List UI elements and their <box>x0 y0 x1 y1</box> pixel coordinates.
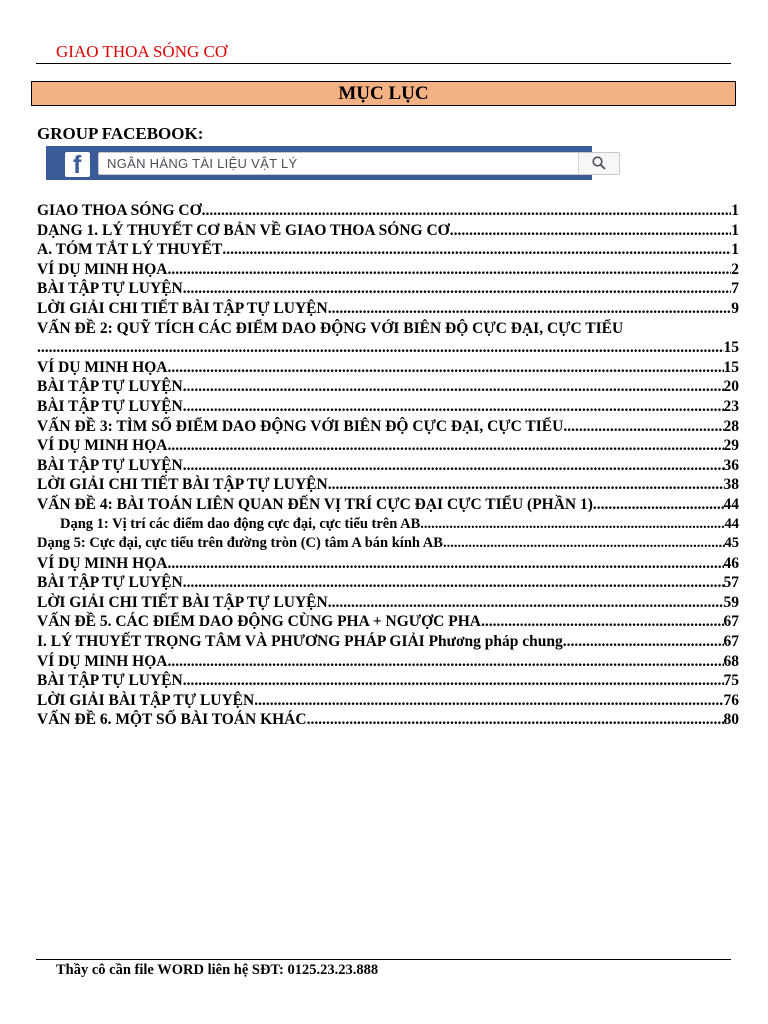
facebook-group-banner[interactable] <box>46 146 592 180</box>
toc-entry[interactable]: VẤN ĐỀ 4: BÀI TOÁN LIÊN QUAN ĐẾN VỊ TRÍ CỰC ĐẠI CỰC TIỂU (PHẦN 1) ..... 44 <box>37 495 739 515</box>
toc-entry[interactable]: VÍ DỤ MINH HỌA ..... 29 <box>37 436 739 456</box>
toc-entry[interactable]: I. LÝ THUYẾT TRỌNG TÂM VÀ PHƯƠNG PHÁP GIẢI Phương pháp chung ..... 67 <box>37 632 739 652</box>
toc-entry[interactable]: VẤN ĐỀ 6. MỘT SỐ BÀI TOÁN KHÁC ..... 80 <box>37 710 739 730</box>
toc-entry[interactable]: VÍ DỤ MINH HỌA ..... 68 <box>37 652 739 672</box>
facebook-search-text: NGÂN HÀNG TÀI LIỆU VẬT LÝ <box>107 156 298 171</box>
header-title: GIAO THOA SÓNG CƠ <box>56 42 228 61</box>
search-button[interactable] <box>578 153 619 174</box>
footer-divider <box>36 959 731 960</box>
toc-entry-continuation: ..... 15 <box>37 338 739 358</box>
table-of-contents <box>37 201 739 730</box>
footer-contact: Thầy cô cần file WORD liên hệ SĐT: 0125.23.23.888 <box>56 962 379 978</box>
toc-entry[interactable]: VẤN ĐỀ 3: TÌM SỐ ĐIỂM DAO ĐỘNG VỚI BIÊN ĐỘ CỰC ĐẠI, CỰC TIỂU ..... 28 <box>37 417 739 437</box>
toc-entry[interactable]: VẤN ĐỀ 5. CÁC ĐIỂM DAO ĐỘNG CÙNG PHA + NGƯỢC PHA ..... 67 <box>37 612 739 632</box>
toc-entry[interactable]: LỜI GIẢI CHI TIẾT BÀI TẬP TỰ LUYỆN ..... 59 <box>37 593 739 613</box>
facebook-icon <box>65 152 90 177</box>
toc-entry[interactable]: Dạng 1: Vị trí các điểm dao động cực đại, cực tiểu trên AB ..... 44 <box>37 515 739 535</box>
toc-banner: MỤC LỤC <box>31 81 736 106</box>
toc-entry[interactable]: GIAO THOA SÓNG CƠ ..... 1 <box>37 201 739 221</box>
toc-entry[interactable]: A. TÓM TẮT LÝ THUYẾT ..... 1 <box>37 240 739 260</box>
toc-entry[interactable]: LỜI GIẢI BÀI TẬP TỰ LUYỆN ..... 76 <box>37 691 739 711</box>
search-icon <box>592 156 606 170</box>
toc-entry[interactable]: BÀI TẬP TỰ LUYỆN ..... 36 <box>37 456 739 476</box>
header-divider <box>36 63 731 64</box>
facebook-logo-letter: f <box>73 151 82 179</box>
facebook-search-box[interactable] <box>98 152 620 175</box>
group-label: GROUP FACEBOOK: <box>37 124 204 143</box>
toc-entry[interactable]: BÀI TẬP TỰ LUYỆN ..... 20 <box>37 377 739 397</box>
toc-entry[interactable]: DẠNG 1. LÝ THUYẾT CƠ BẢN VỀ GIAO THOA SÓNG CƠ ..... 1 <box>37 221 739 241</box>
toc-entry[interactable]: BÀI TẬP TỰ LUYỆN ..... 57 <box>37 573 739 593</box>
toc-entry[interactable]: LỜI GIẢI CHI TIẾT BÀI TẬP TỰ LUYỆN ..... 38 <box>37 475 739 495</box>
toc-entry[interactable]: BÀI TẬP TỰ LUYỆN ..... 23 <box>37 397 739 417</box>
toc-entry[interactable]: VÍ DỤ MINH HỌA ..... 46 <box>37 554 739 574</box>
toc-entry[interactable]: BÀI TẬP TỰ LUYỆN ..... 7 <box>37 279 739 299</box>
toc-entry[interactable]: VÍ DỤ MINH HỌA ..... 15 <box>37 358 739 378</box>
toc-entry[interactable]: LỜI GIẢI CHI TIẾT BÀI TẬP TỰ LUYỆN ..... 9 <box>37 299 739 319</box>
toc-entry-wrapped[interactable] <box>37 319 739 358</box>
toc-entry[interactable]: Dạng 5: Cực đại, cực tiểu trên đường tròn (C) tâm A bán kính AB ..... 45 <box>37 534 739 554</box>
toc-entry[interactable]: BÀI TẬP TỰ LUYỆN ..... 75 <box>37 671 739 691</box>
toc-entry-title: VẤN ĐỀ 2: QUỸ TÍCH CÁC ĐIỂM DAO ĐỘNG VỚI BIÊN ĐỘ CỰC ĐẠI, CỰC TIỂU <box>37 319 624 337</box>
toc-entry[interactable]: VÍ DỤ MINH HỌA ..... 2 <box>37 260 739 280</box>
